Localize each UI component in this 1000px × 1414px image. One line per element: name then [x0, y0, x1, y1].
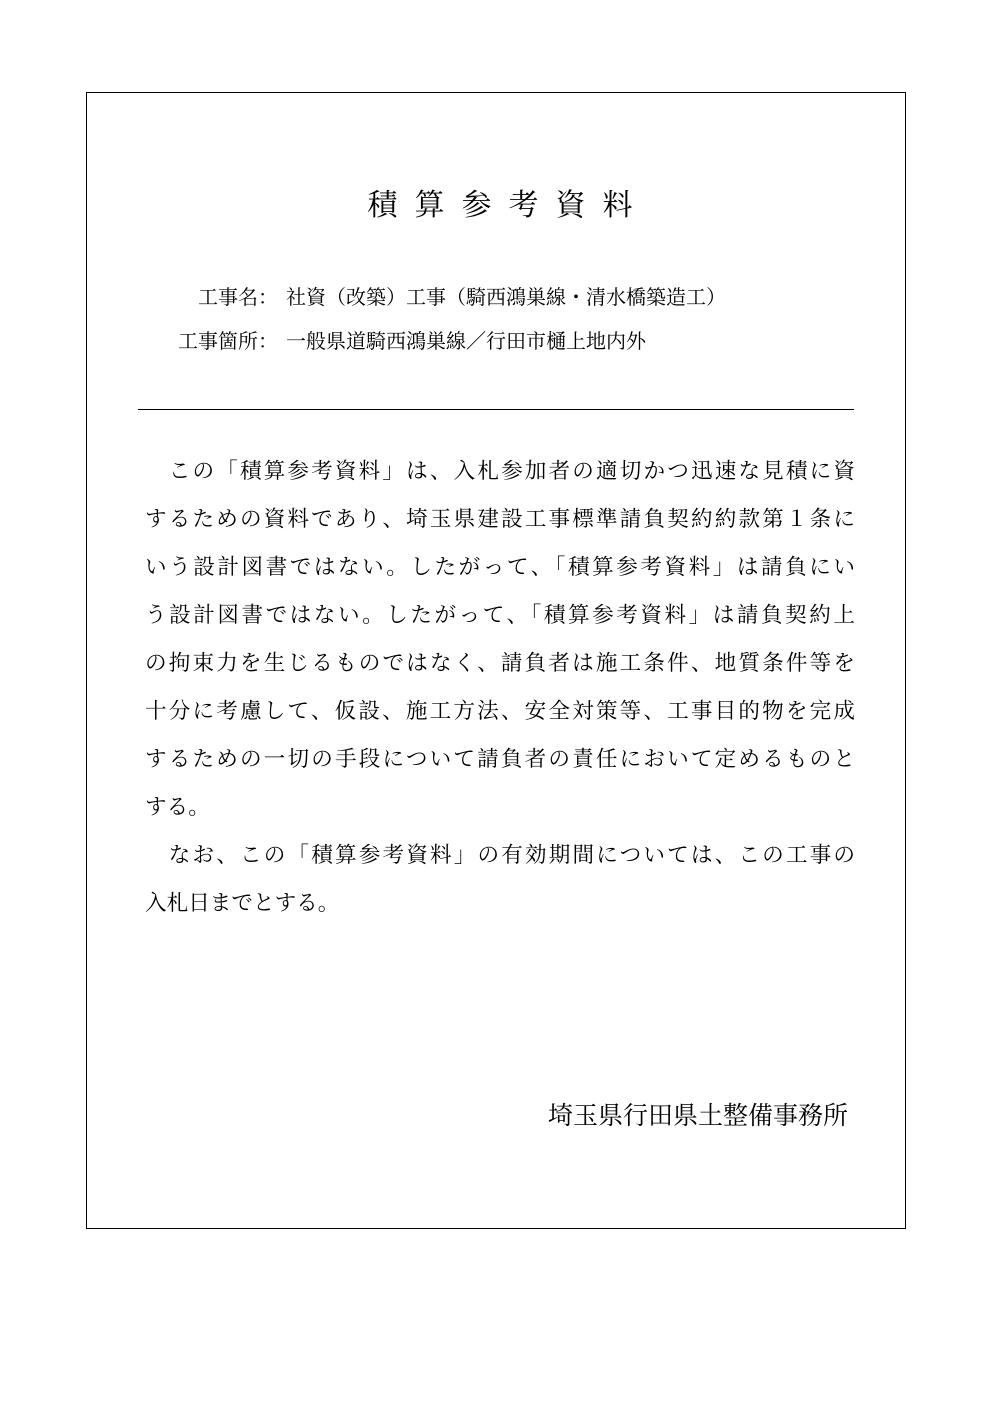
project-name-label: 工事名： — [198, 285, 278, 309]
project-name-value: 社資（改築）工事（騎西鴻巣線・清水橋築造工） — [286, 285, 726, 309]
body-line: いう設計図書ではない。したがって、「積算参考資料」は請負にい — [145, 555, 855, 580]
divider-line — [138, 409, 854, 410]
body-line: 入札日までとする。 — [145, 891, 340, 916]
document-title: 積算参考資料 — [367, 188, 650, 223]
body-line: するための資料であり、埼玉県建設工事標準請負契約約款第１条に — [145, 507, 855, 532]
project-location-label: 工事箇所： — [178, 329, 278, 353]
body-line: する。 — [145, 795, 210, 820]
disclaimer-body — [145, 448, 855, 928]
body-line: この「積算参考資料」は、入札参加者の適切かつ迅速な見積に資 — [145, 459, 855, 484]
body-line: 十分に考慮して、仮設、施工方法、安全対策等、工事目的物を完成 — [145, 699, 855, 724]
body-line: の拘束力を生じるものではなく、請負者は施工条件、地質条件等を — [145, 651, 855, 676]
body-line: なお、この「積算参考資料」の有効期間については、この工事の — [145, 843, 855, 868]
body-line: う設計図書ではない。したがって、「積算参考資料」は請負契約上 — [145, 603, 855, 628]
project-location-value: 一般県道騎西鴻巣線／行田市樋上地内外 — [286, 329, 646, 353]
body-line: するための一切の手段について請負者の責任において定めるものと — [145, 747, 855, 772]
issuing-office: 埼玉県行田県土整備事務所 — [547, 1101, 848, 1130]
